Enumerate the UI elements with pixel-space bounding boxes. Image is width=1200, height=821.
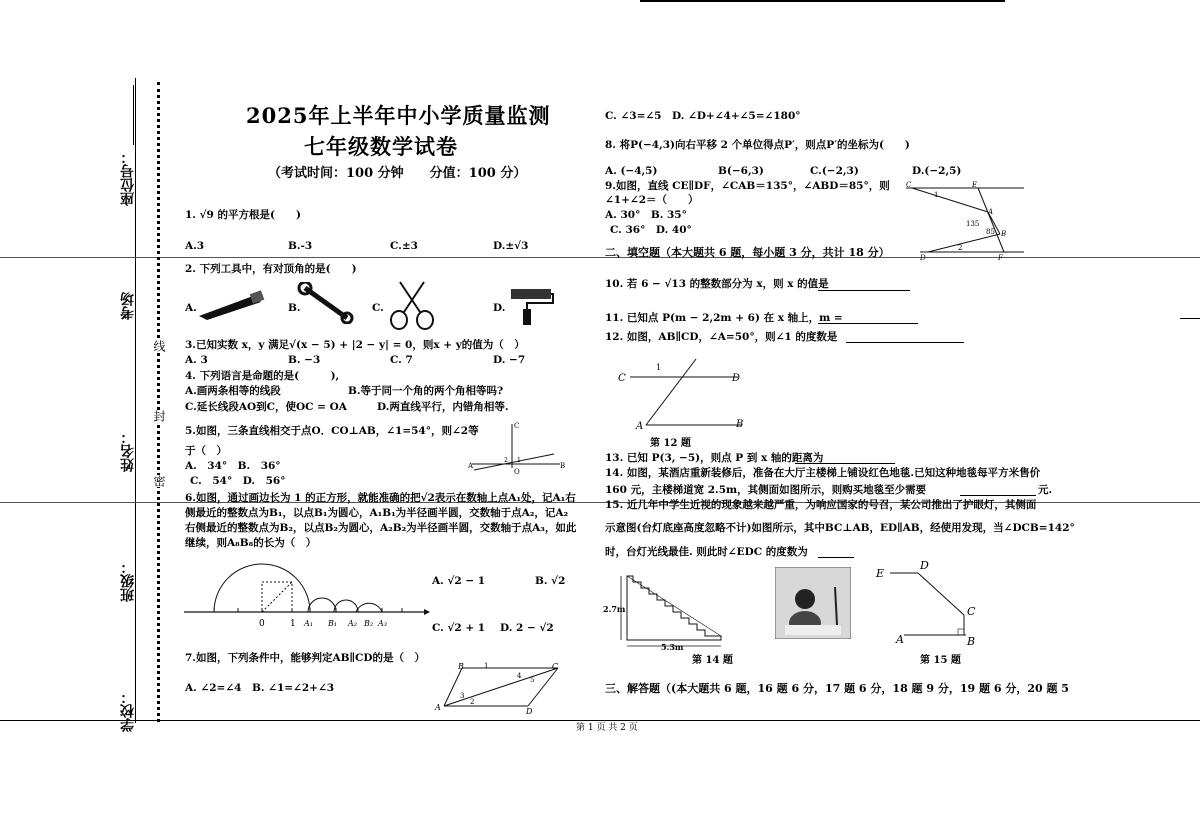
q9-label-c: C [906,181,912,189]
exam-title: 2025年上半年中小学质量监测 [246,103,551,128]
q6-axis-0: 0 [259,619,265,629]
q6-axis-1: 1 [290,619,296,629]
q9-label-1: 1 [934,191,939,199]
q15-label-d: D [920,559,929,572]
q13-answer-blank[interactable] [795,452,895,464]
q9-label-e: E [972,181,978,189]
exam-subtitle: 七年级数学试卷 [304,134,458,159]
q11-answer-blank[interactable] [818,312,918,324]
q7-label-4: 4 [517,672,522,680]
question-9-line-2: ∠1+∠2＝（ ） [605,194,699,206]
q15-answer-blank[interactable] [818,546,854,558]
q8-option-c: C.(−2,3) [810,165,859,177]
q9-label-b: B [1001,230,1007,238]
question-15-line-3: 时，台灯光线最佳. 则此时∠EDC 的度数为 [605,546,808,558]
q6-axis-a3: A₃ [378,619,387,628]
exam-info: （考试时间：100 分钟 分值：100 分） [268,166,527,181]
question-1: 1. √9 的平方根是( ) [185,209,301,221]
q1-option-a: A.3 [185,240,205,252]
q7-label-c: C [552,662,559,671]
stair-height-label: 2.7m [603,604,626,614]
question-5-line-1: 5.如图，三条直线相交于点O．CO⊥AB，∠1=54°，则∠2等 [185,425,479,437]
q12-label-d: D [732,373,741,384]
seal-dotted-line [157,82,160,722]
q5-options-cd: C. 54° D. 56° [190,475,286,487]
q9-label-d: D [920,254,926,262]
question-15-line-1: 15. 近几年中学生近视的现象越来越严重，为响应国家的号召，某公司推出了护眼灯，其侧面 [605,499,1037,511]
class-label: 班级： [120,560,136,602]
paint-roller-icon [505,285,555,327]
question-6-line-2: 侧最近的整数点为B₁，以点B₁为圆心，A₁B₁为半径画半圆，交数轴于点A₂，记A₂ [185,507,569,519]
question-14-line-2: 160 元，主楼梯道宽 2.5m，其侧面如图所示，则购买地毯至少需要 [605,484,927,496]
q2-option-b: B. [288,302,301,314]
q7-label-5: 5 [530,676,535,684]
q14-answer-blank[interactable] [960,484,1036,496]
q6-axis-a2: A₂ [348,619,357,628]
bottom-border-line [0,720,1200,721]
q9-figure [900,178,1030,262]
section-2-heading: 二、填空题（本大题共 6 题，每小题 3 分，共计 18 分） [605,246,890,259]
q5-label-2: 2 [504,457,508,464]
q9-options-ab: A. 30° B. 35° [605,209,687,221]
q6-option-d: D. 2 − √2 [500,622,554,634]
q7-label-a: A [435,703,441,712]
top-border-line [640,0,1005,2]
q3-option-c: C. 7 [390,354,413,366]
q6-axis-b2: B₂ [364,619,374,628]
question-12: 12. 如图，AB∥CD，∠A=50°，则∠1 的度数是 [605,331,838,343]
q15-label-a: A [896,633,904,646]
q5-label-o: O [514,468,520,476]
q8-option-d: D.(−2,5) [912,165,962,177]
q7-options-ab: A. ∠2=∠4 B. ∠1=∠2+∠3 [185,682,335,694]
q1-option-d: D.±√3 [493,240,529,252]
q8-option-b: B(−6,3) [718,165,764,177]
figure-15-caption: 第 15 题 [920,655,961,666]
question-4: 4. 下列语言是命题的是( ), [185,370,340,382]
figure-14-caption: 第 14 题 [692,655,733,666]
q7-label-2: 2 [470,698,475,706]
seat-blank [133,85,134,145]
q12-label-c: C [618,373,626,384]
q2-option-d: D. [493,302,506,314]
question-2: 2. 下列工具中，有对顶角的是( ) [185,263,357,275]
question-15-line-2: 示意图(台灯底座高度忽略不计)如图所示，其中BC⊥AB，ED∥AB，经使用发现，当∠DCB=142° [605,522,1075,534]
seat-number-label: 座位号： [120,150,136,206]
q4-option-c: C.延长线段AO到C，使OC = OA [185,401,347,413]
q1-option-c: C.±3 [390,240,418,252]
question-9-line-1: 9.如图，直线 CE∥DF，∠CAB＝135°，∠ABD＝85°，则 [605,180,890,192]
q15-lamp-figure [868,555,978,650]
q7-label-b: B [458,662,464,671]
q8-option-a: A. (−4,5) [605,165,658,177]
q12-label-a: A [636,421,644,432]
stair-width-label: 5.3m [661,642,684,650]
q6-axis-a1: A₁ [304,619,313,628]
question-6-line-1: 6.如图，通过画边长为 1 的正方形，就能准确的把√2表示在数轴上点A₁处，记A₁右 [185,492,576,504]
wrench-icon [297,282,357,324]
q9-label-135: 135 [966,220,980,228]
saw-icon [195,290,265,320]
q9-label-f: F [998,254,1003,262]
question-5-line-2: 于（ ） [185,445,227,457]
right-tick-line [1180,318,1200,319]
q14-stair-figure [603,570,733,650]
question-11: 11. 已知点 P(m − 2,2m + 6) 在 x 轴上，m = [605,312,843,324]
q5-label-1: 1 [517,457,521,464]
q2-option-c: C. [372,302,384,314]
question-6-line-3: 右侧最近的整数点为B₂，以点B₂为圆心，A₂B₂为半径画半圆，交数轴于点A₃，如此 [185,522,577,534]
q6-option-b: B. √2 [535,575,566,587]
q12-label-1: 1 [656,363,662,372]
q6-number-line-figure [180,560,430,632]
q6-option-c: C. √2 + 1 [432,622,486,634]
question-7: 7.如图，下列条件中，能够判定AB∥CD的是（ ） [185,652,426,664]
page-footer: 第 1 页 共 2 页 [576,723,638,733]
q7-label-1: 1 [484,662,489,670]
q7-label-d: D [526,707,533,715]
q12-label-b: B [736,419,744,430]
q3-option-b: B. −3 [288,354,321,366]
q9-label-2: 2 [958,244,963,252]
scissors-icon [386,280,438,332]
q6-axis-b1: B₁ [328,619,338,628]
q1-option-b: B.-3 [288,240,313,252]
q6-option-a: A. √2 − 1 [432,575,486,587]
section-3-heading: 三、解答题（(本大题共 6 题，16 题 6 分，17 题 6 分，18 题 9 分，19 题 6 分，20 题 5 [605,682,1069,695]
q2-option-a: A. [185,302,197,314]
seal-secret-char: 密 [152,475,166,487]
q3-option-d: D. −7 [493,354,526,366]
q5-label-a: A [468,462,474,470]
q12-answer-blank[interactable] [846,331,964,343]
q7-options-cd: C. ∠3=∠5 D. ∠D+∠4+∠5=∠180° [605,110,801,122]
question-6-line-4: 继续，则A₈B₈的长为（ ） [185,537,317,549]
q15-label-e: E [876,567,885,580]
q4-option-d: D.两直线平行，内错角相等. [377,401,509,413]
q15-label-b: B [967,635,976,648]
q9-label-a: A [988,208,994,216]
q3-option-a: A. 3 [185,354,208,366]
figure-12-caption: 第 12 题 [650,438,691,449]
question-10: 10. 若 6 − √13 的整数部分为 x，则 x 的值是 [605,278,829,290]
q5-label-b: B [560,462,566,470]
q4-option-b: B.等于同一个角的两个角相等吗? [348,385,504,397]
child-reading-photo [775,567,851,639]
q12-figure [612,355,762,437]
exam-room-label: 考场 [120,292,136,320]
q9-label-85: 85 [986,228,995,236]
q10-answer-blank[interactable] [818,279,910,291]
q14-unit: 元. [1038,484,1053,496]
question-3: 3.已知实数 x，y 满足√(x − 5) + |2 − y| = 0，则x + y的值为（ ） [185,339,525,351]
question-8: 8. 将P(−4,3)向右平移 2 个单位得点P′，则点P′的坐标为( ) [605,139,910,151]
school-label: 学校： [120,690,136,732]
seal-line-char: 线 [152,340,166,352]
q5-figure [468,418,568,478]
question-13: 13. 已知 P(3, −5)，则点 P 到 x 轴的距离为 [605,452,824,464]
q5-label-c: C [514,422,520,430]
name-label: 姓名： [120,430,136,472]
q9-options-cd: C. 36° D. 40° [610,224,692,236]
q5-options-ab: A. 34° B. 36° [185,460,281,472]
q4-option-a: A.画两条相等的线段 [185,385,281,397]
q15-label-c: C [967,605,976,618]
question-14-line-1: 14. 如图，某酒店重新装修后，准备在大厅主楼梯上铺设红色地毯.已知这种地毯每平方米售价 [605,467,1041,479]
q7-label-3: 3 [460,692,465,700]
seal-seal-char: 封 [152,410,166,422]
q7-figure [432,660,567,715]
